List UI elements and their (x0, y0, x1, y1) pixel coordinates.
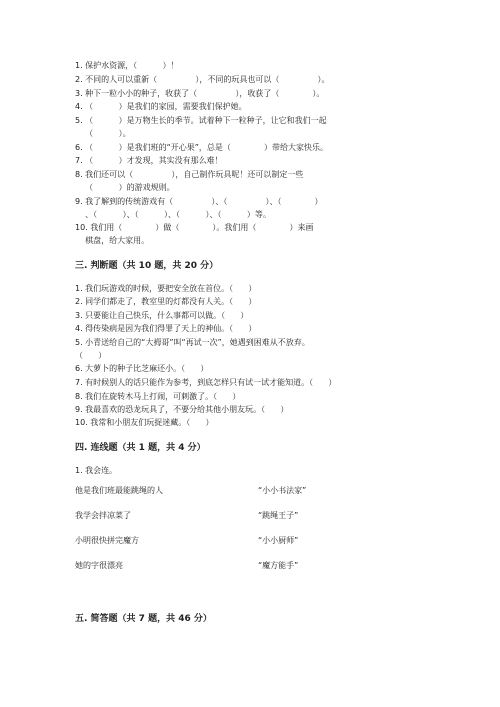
match-right-2: “跳绳王子” (258, 511, 299, 520)
fill-in-line-1: 1. 保护水资源，（ ）！ (75, 61, 179, 70)
fill-in-line-9: 9. 我了解到的传统游戏有（ ）、（ ）、（ ） (75, 197, 323, 206)
judge-item-8: 8. 我们在旋转木马上打闹，可刺激了。（ ） (75, 392, 241, 401)
section-5-title: 五. 简答题（共 7 题，共 46 分） (75, 614, 212, 624)
judge-item-1: 1. 我们玩游戏的时候，要把安全放在首位。（ ） (75, 284, 257, 293)
fill-in-line-10b: 棋盘，给大家用。 (75, 236, 150, 245)
match-left-2: 我学会拌凉菜了 (75, 511, 131, 520)
fill-in-line-4: 4. （ ）是我们的家园，需要我们保护她。 (75, 102, 247, 111)
fill-in-line-3: 3. 种下一粒小小的种子，收获了（ ），收获了（ ）。 (75, 89, 325, 98)
fill-in-line-7: 7. （ ）才发现，其实没有那么难！ (75, 156, 223, 165)
section-3-title: 三. 判断题（共 10 题，共 20 分） (75, 261, 219, 271)
judge-item-5: 5. 小青送给自己的“大拇哥”叫“再试一次”，她遇到困难从不放弃。 (75, 338, 310, 347)
fill-in-line-8: 8. 我们还可以（ ），自己制作玩具呢！还可以制定一些 (75, 170, 304, 179)
fill-in-line-10: 10. 我们用（ ）做（ ）。我们用（ ）来画 (75, 223, 314, 232)
judge-item-10: 10. 我常和小朋友们玩捉迷藏。（ ） (75, 418, 214, 427)
judge-item-3: 3. 只要能让自己快乐，什么事都可以做。（ ） (75, 311, 249, 320)
fill-in-line-5b: （ ）。 (75, 129, 131, 138)
match-left-1: 他是我们班最能跳绳的人 (75, 486, 163, 495)
judge-item-2: 2. 同学们都走了，教室里的灯都没有人关。（ ） (75, 297, 257, 306)
fill-in-line-2: 2. 不同的人可以重新（ ），不同的玩具也可以（ ）。 (75, 75, 330, 84)
match-left-4: 她的字很漂亮 (75, 561, 123, 570)
judge-item-7: 7. 有时候别人的话只能作为参考，到底怎样只有试一试才能知道。（ ） (75, 378, 337, 387)
section-4-subtitle: 1. 我会连。 (75, 466, 118, 475)
fill-in-line-9b: 、（ ）、（ ）、（ ）、（ ）等。 (75, 210, 271, 219)
fill-in-line-8b: （ ）的游戏规则。 (75, 183, 175, 192)
judge-item-6: 6. 大萝卜的种子比芝麻还小。（ ） (75, 364, 209, 373)
match-right-1: “小小书法家” (258, 486, 307, 495)
judge-item-9: 9. 我最喜欢的恐龙玩具了，不要分给其他小朋友玩。（ ） (75, 405, 289, 414)
match-right-4: “魔方能手” (258, 561, 299, 570)
section-4-title: 四. 连线题（共 1 题，共 4 分） (75, 443, 206, 453)
fill-in-line-6: 6. （ ）是我们班的“开心果”，总是（ ）带给大家快乐。 (75, 143, 328, 152)
match-right-3: “小小厨师” (258, 536, 299, 545)
fill-in-line-5: 5. （ ）是万物生长的季节。试着种下一粒种子，让它和我们一起 (75, 116, 327, 125)
judge-item-5b: （ ） (75, 351, 107, 360)
judge-item-4: 4. 得传染病是因为我们得罪了天上的神仙。（ ） (75, 324, 257, 333)
match-left-3: 小明很快拼完魔方 (75, 536, 139, 545)
